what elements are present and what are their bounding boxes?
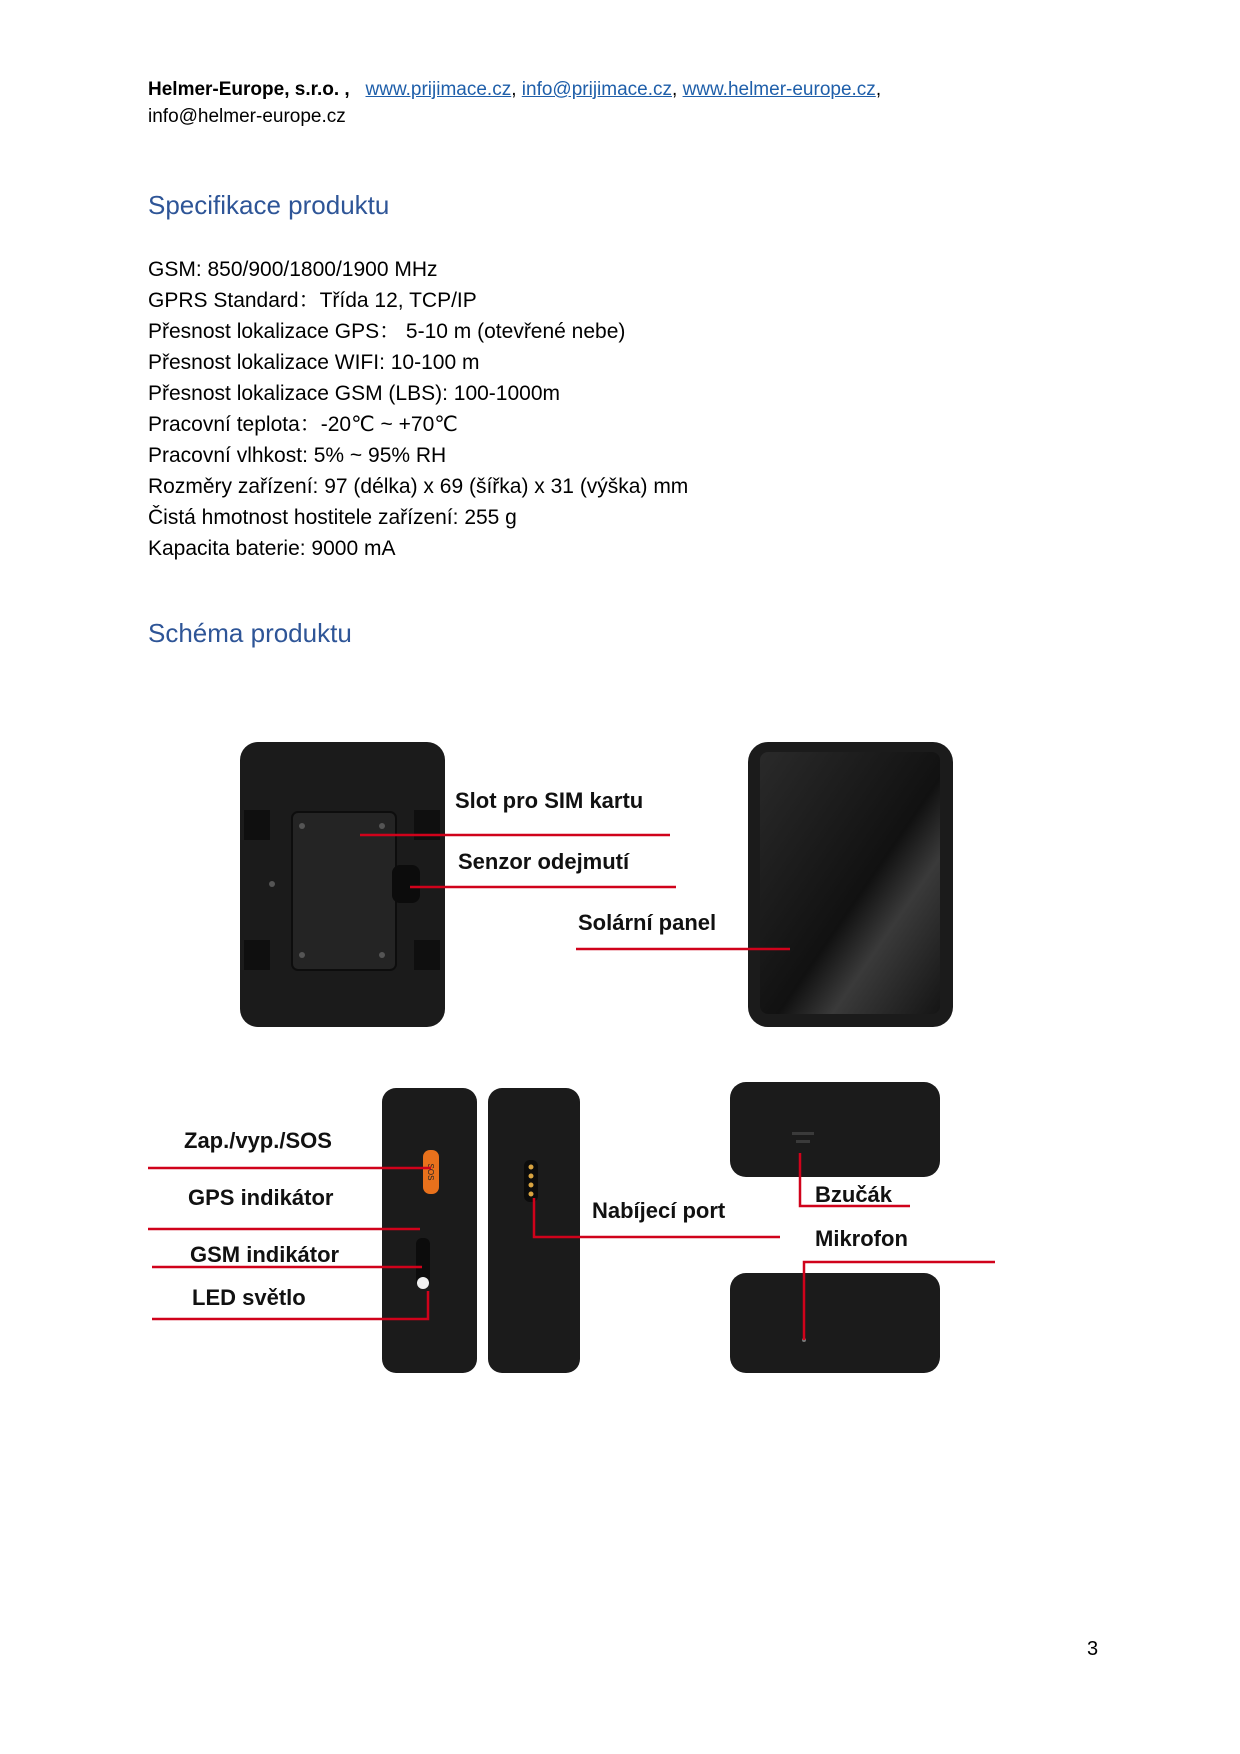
link-helmer-europe[interactable]: www.helmer-europe.cz — [682, 79, 876, 100]
label-gps-indicator: GPS indikátor — [188, 1185, 334, 1210]
solar-panel-surface — [760, 752, 940, 1014]
label-charging-port: Nabíjecí port — [592, 1198, 726, 1223]
link-prijimace[interactable]: www.prijimace.cz — [365, 79, 512, 100]
device-top-view — [730, 1082, 940, 1177]
device-side-view-buttons — [382, 1088, 477, 1373]
label-gsm-indicator: GSM indikátor — [190, 1242, 340, 1267]
spec-item: Přesnost lokalizace GPS： 5-10 m (otevřené nebe) — [148, 320, 626, 343]
company-name: Helmer-Europe, s.r.o. , — [148, 79, 350, 100]
spec-item: Čistá hmotnost hostitele zařízení: 255 g — [148, 506, 517, 529]
schema-section-title: Schéma produktu — [148, 618, 352, 648]
device-solar-view — [748, 742, 953, 1027]
page-header: Helmer-Europe, s.r.o. , www.prijimace.cz, info@prijimace.cz, www.helmer-europe.cz, info@helmer-europe.cz — [148, 79, 882, 127]
spec-item: Pracovní teplota：-20℃ ~ +70℃ — [148, 413, 458, 436]
spec-item: GSM: 850/900/1800/1900 MHz — [148, 258, 438, 281]
page-number: 3 — [1087, 1638, 1099, 1660]
label-buzzer: Bzučák — [815, 1182, 893, 1207]
spec-item: Rozměry zařízení: 97 (délka) x 69 (šířka) x 31 (výška) mm — [148, 475, 689, 498]
link-email-prijimace[interactable]: info@prijimace.cz — [521, 79, 672, 100]
label-removal-sensor: Senzor odejmutí — [458, 849, 630, 874]
sos-button-text: SOS — [426, 1163, 435, 1181]
label-microphone: Mikrofon — [815, 1226, 908, 1251]
label-led-light: LED světlo — [192, 1285, 306, 1310]
spec-section-title: Specifikace produktu — [148, 190, 390, 220]
spec-item: Pracovní vlhkost: 5% ~ 95% RH — [148, 444, 447, 467]
device-back-view — [240, 742, 445, 1027]
device-bottom-view — [730, 1273, 940, 1373]
contact-email: info@helmer-europe.cz — [148, 106, 346, 127]
spec-item: Přesnost lokalizace GSM (LBS): 100-1000m — [148, 382, 561, 405]
label-power-sos: Zap./vyp./SOS — [184, 1128, 332, 1153]
spec-item: Přesnost lokalizace WIFI: 10-100 m — [148, 351, 480, 374]
spec-item: Kapacita baterie: 9000 mA — [148, 537, 396, 560]
spec-item: GPRS Standard：Třída 12, TCP/IP — [148, 289, 477, 312]
label-sim-slot: Slot pro SIM kartu — [455, 788, 644, 813]
led-light — [417, 1277, 429, 1289]
removal-sensor-hole — [392, 865, 420, 903]
label-solar-panel: Solární panel — [578, 910, 717, 935]
